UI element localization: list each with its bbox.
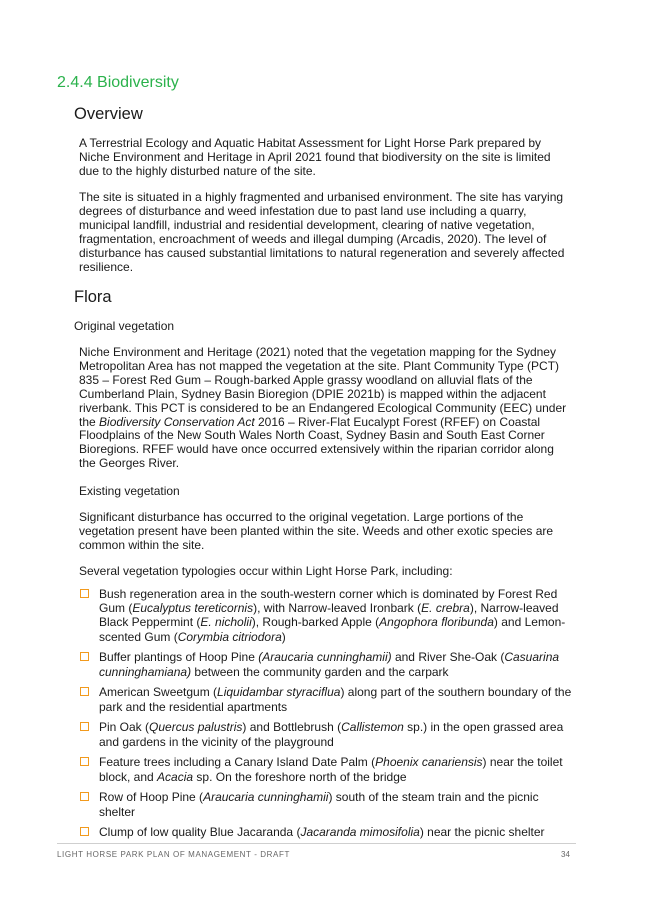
vegetation-typology-list xyxy=(79,587,575,846)
original-vegetation-paragraph xyxy=(79,346,571,471)
flora-heading: Flora xyxy=(74,288,112,306)
species-name: Phoenix canariensis xyxy=(375,755,483,770)
existing-vegetation-paragraph-1: Significant disturbance has occurred to the original vegetation. Large portions of the vegetation present have been planted within the site. Weeds and other exotic species are common within the site. xyxy=(79,510,554,552)
existing-vegetation-paragraph-2: Several vegetation typologies occur within Light Horse Park, including: xyxy=(79,564,453,578)
list-item xyxy=(79,790,575,818)
bullet-text: ) near the toilet block, and xyxy=(99,755,563,784)
bullet-text: ), Narrow-leaved Black Peppermint ( xyxy=(99,601,559,630)
species-name: Araucaria cunninghamii xyxy=(203,790,329,805)
bullet-text: ) xyxy=(281,629,286,644)
bullet-text: ) and Bottlebrush ( xyxy=(242,720,342,735)
footer-divider xyxy=(57,843,576,844)
species-name: Angophora floribunda xyxy=(379,615,494,630)
bullet-text: ), with Narrow-leaved Ironbark ( xyxy=(253,601,422,616)
section-title: 2.4.4 Biodiversity xyxy=(57,74,179,91)
bullet-text: Clump of low quality Blue Jacaranda ( xyxy=(99,825,301,840)
bullet-text: ) along part of the southern boundary of the park and the residential apartments xyxy=(99,685,572,714)
bullet-box-icon xyxy=(80,652,89,661)
species-name: Quercus palustris xyxy=(149,720,243,735)
bullet-box-icon xyxy=(80,687,89,696)
bullet-box-icon xyxy=(80,589,89,598)
footer-title: LIGHT HORSE PARK PLAN OF MANAGEMENT - DRAFT xyxy=(57,850,290,859)
bullet-text: Pin Oak ( xyxy=(99,720,150,735)
bullet-text: sp.) in the open grassed area and gardens in the vicinity of the playground xyxy=(99,720,564,749)
species-name: Casuarina cunninghamiana) xyxy=(99,650,560,679)
page-number: 34 xyxy=(561,850,570,859)
species-name: E. crebra xyxy=(421,601,470,616)
species-name: Liquidambar styraciflua xyxy=(217,685,341,700)
overview-paragraph-2: The site is situated in a highly fragmented and urbanised environment. The site has varying degrees of disturbance and weed infestation due to past land use including a quarry, municipal landfill, industrial and residential development, clearing of native vegetation, fragmentation, encroachment of weeds and illegal dumping (Arcadis, 2020). The level of disturbance has caused substantial limitations to natural regeneration and severely affected resilience. xyxy=(79,190,565,274)
species-name: E. nicholii xyxy=(200,615,252,630)
list-item xyxy=(79,720,575,748)
bullet-text: Row of Hoop Pine ( xyxy=(99,790,204,805)
bullet-box-icon xyxy=(80,792,89,801)
bullet-text: ), Rough-barked Apple ( xyxy=(251,615,380,630)
overview-heading: Overview xyxy=(74,105,143,123)
bullet-box-icon xyxy=(80,827,89,836)
list-item xyxy=(79,685,575,713)
list-item xyxy=(79,755,575,783)
overview-paragraph-1: A Terrestrial Ecology and Aquatic Habitat Assessment for Light Horse Park prepared by Niche Environment and Heritage in April 2021 found that biodiversity on the site is limited due to the highly disturbed nature of the site. xyxy=(79,136,551,178)
bullet-text: Buffer plantings of Hoop Pine xyxy=(99,650,259,665)
list-item xyxy=(79,650,575,678)
bullet-text: American Sweetgum ( xyxy=(99,685,218,700)
act-name: Biodiversity Conservation Act xyxy=(99,414,255,429)
bullet-text: ) and Lemon-scented Gum ( xyxy=(99,615,566,644)
species-name: Jacaranda mimosifolia xyxy=(300,825,420,840)
bullet-text: and River She-Oak ( xyxy=(391,650,505,665)
original-text-b: 2016 – River-Flat Eucalypt Forest (RFEF) on Coastal Floodplains of the New South Wales North Coast, Sydney Basin and South East Corner Bioregions. RFEF would have once occurred extensively within the riparian corridor along the Georges River. xyxy=(79,414,554,471)
bullet-text: Feature trees including a Canary Island Date Palm ( xyxy=(99,755,376,770)
species-name: Callistemon xyxy=(341,720,404,735)
original-vegetation-heading: Original vegetation xyxy=(74,319,175,333)
species-name: (Araucaria cunninghamii) xyxy=(258,650,392,665)
species-name: Eucalyptus tereticornis xyxy=(132,601,254,616)
original-text-a: Niche Environment and Heritage (2021) noted that the vegetation mapping for the Sydney Metropolitan Area has not mapped the vegetation at the site. Plant Community Type (PCT) 835 – Forest Red Gum – Rough-barked Apple grassy woodland on alluvial flats of the Cumberland Plain, Sydney Basin Bioregion (DPIE 2021b) is mapped within the adjacent riverbank. This PCT is considered to be an Endangered Ecological Community (EEC) under the xyxy=(79,345,567,429)
existing-vegetation-heading: Existing vegetation xyxy=(79,484,180,498)
species-name: Corymbia citriodora xyxy=(177,629,282,644)
bullet-box-icon xyxy=(80,757,89,766)
bullet-text: ) near the picnic shelter xyxy=(419,825,545,840)
bullet-text: ) south of the steam train and the picnic shelter xyxy=(99,790,539,819)
bullet-text: sp. On the foreshore north of the bridge xyxy=(193,769,407,784)
list-item xyxy=(79,825,575,839)
list-item xyxy=(79,587,575,644)
bullet-box-icon xyxy=(80,722,89,731)
bullet-text: Bush regeneration area in the south-western corner which is dominated by Forest Red Gum ( xyxy=(99,587,558,616)
species-name: Acacia xyxy=(157,769,194,784)
bullet-text: between the community garden and the carpark xyxy=(191,664,449,679)
